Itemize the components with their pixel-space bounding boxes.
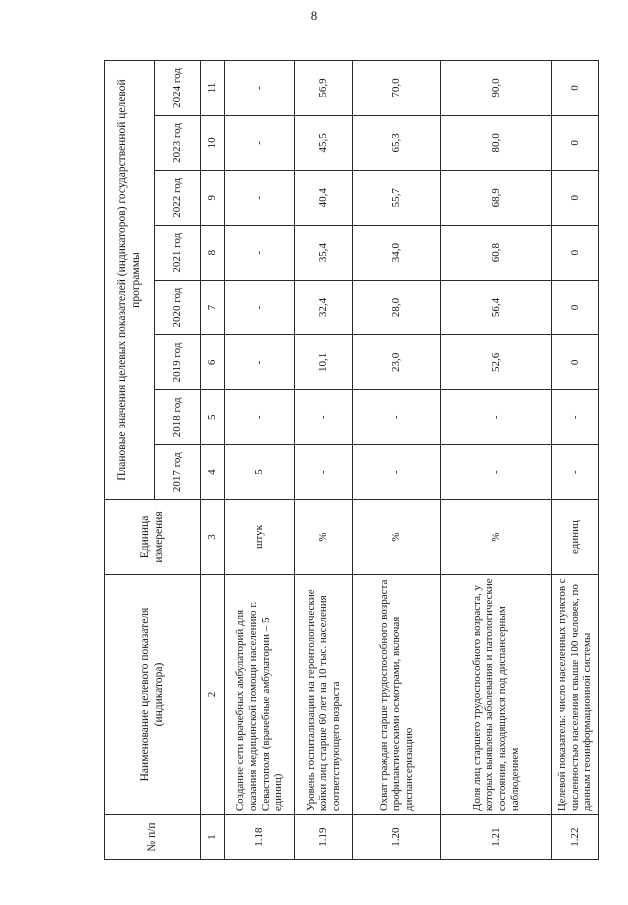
value-cell: - xyxy=(552,390,599,445)
header-year: 2022 год xyxy=(155,170,201,225)
value-cell: - xyxy=(225,390,295,445)
value-cell: - xyxy=(225,170,295,225)
row-number: 1.22 xyxy=(552,815,599,860)
value-cell: 68,9 xyxy=(441,170,552,225)
header-year: 2017 год xyxy=(155,445,201,500)
value-cell: 10,1 xyxy=(295,335,353,390)
value-cell: - xyxy=(353,445,441,500)
column-number: 11 xyxy=(201,61,225,116)
indicator-name: Целевой показатель: число населенных пунктов с численностью населения свыше 100 человек, по данным геоинформационной системы xyxy=(552,574,599,814)
column-number: 5 xyxy=(201,390,225,445)
row-number: 1.21 xyxy=(441,815,552,860)
value-cell: 35,4 xyxy=(295,225,353,280)
table-row xyxy=(441,61,552,860)
indicator-name: Доля лиц старшего трудоспособного возраста, у которых выявлены заболевания и патологические состояния, находящихся под диспансерным наблюдением xyxy=(441,574,552,814)
row-number: 1.18 xyxy=(225,815,295,860)
header-name: Наименование целевого показателя (индикатора) xyxy=(105,574,201,814)
value-cell: 56,9 xyxy=(295,61,353,116)
value-cell: 0 xyxy=(552,225,599,280)
page-number: 8 xyxy=(310,8,318,23)
unit: единиц xyxy=(552,500,599,575)
column-number: 10 xyxy=(201,115,225,170)
value-cell: 40,4 xyxy=(295,170,353,225)
table-row xyxy=(225,61,295,860)
value-cell: 80,0 xyxy=(441,115,552,170)
value-cell: - xyxy=(225,115,295,170)
value-cell: 65,3 xyxy=(353,115,441,170)
header-no: № п/п xyxy=(105,815,201,860)
table-row xyxy=(353,61,441,860)
value-cell: 34,0 xyxy=(353,225,441,280)
value-cell: 32,4 xyxy=(295,280,353,335)
value-cell: 5 xyxy=(225,445,295,500)
value-cell: - xyxy=(225,225,295,280)
row-number: 1.19 xyxy=(295,815,353,860)
column-number: 7 xyxy=(201,280,225,335)
header-year: 2019 год xyxy=(155,335,201,390)
header-unit: Единица измерения xyxy=(105,500,201,575)
unit: % xyxy=(441,500,552,575)
indicator-name: Уровень госпитализации на геронтологические койки лиц старше 60 лет на 10 тыс. населения соответствующего возраста xyxy=(295,574,353,814)
column-number: 4 xyxy=(201,445,225,500)
value-cell: - xyxy=(353,390,441,445)
indicators-table xyxy=(104,60,599,860)
indicator-name: Создание сети врачебных амбулаторий для оказания медицинской помощи населению г. Севастополя (врачебные амбулатории – 5 единиц) xyxy=(225,574,295,814)
table-row xyxy=(552,61,599,860)
column-number: 1 xyxy=(201,815,225,860)
value-cell: - xyxy=(441,445,552,500)
column-number-row xyxy=(201,61,225,860)
value-cell: 90,0 xyxy=(441,61,552,116)
value-cell: 52,6 xyxy=(441,335,552,390)
value-cell: 28,0 xyxy=(353,280,441,335)
value-cell: - xyxy=(225,335,295,390)
value-cell: - xyxy=(552,445,599,500)
value-cell: 0 xyxy=(552,280,599,335)
value-cell: - xyxy=(225,61,295,116)
unit: % xyxy=(353,500,441,575)
value-cell: 0 xyxy=(552,335,599,390)
value-cell: 60,8 xyxy=(441,225,552,280)
column-number: 8 xyxy=(201,225,225,280)
column-number: 2 xyxy=(201,574,225,814)
value-cell: - xyxy=(225,280,295,335)
value-cell: 0 xyxy=(552,61,599,116)
header-year: 2021 год xyxy=(155,225,201,280)
column-number: 3 xyxy=(201,500,225,575)
column-number: 9 xyxy=(201,170,225,225)
column-number: 6 xyxy=(201,335,225,390)
value-cell: 56,4 xyxy=(441,280,552,335)
value-cell: 0 xyxy=(552,170,599,225)
header-year: 2020 год xyxy=(155,280,201,335)
rotated-table-container xyxy=(104,60,599,860)
indicator-name: Охват граждан старше трудоспособного возраста профилактическими осмотрами, включая диспансеризацию xyxy=(353,574,441,814)
value-cell: - xyxy=(295,445,353,500)
value-cell: 70,0 xyxy=(353,61,441,116)
row-number: 1.20 xyxy=(353,815,441,860)
table-row xyxy=(295,61,353,860)
header-year: 2024 год xyxy=(155,61,201,116)
header-row-top xyxy=(105,61,155,860)
unit: % xyxy=(295,500,353,575)
value-cell: - xyxy=(295,390,353,445)
header-planned: Плановые значения целевых показателей (индикаторов) государственной целевой программы xyxy=(105,61,155,500)
value-cell: - xyxy=(441,390,552,445)
value-cell: 55,7 xyxy=(353,170,441,225)
value-cell: 23,0 xyxy=(353,335,441,390)
value-cell: 0 xyxy=(552,115,599,170)
header-year: 2018 год xyxy=(155,390,201,445)
unit: штук xyxy=(225,500,295,575)
value-cell: 45,5 xyxy=(295,115,353,170)
header-year: 2023 год xyxy=(155,115,201,170)
